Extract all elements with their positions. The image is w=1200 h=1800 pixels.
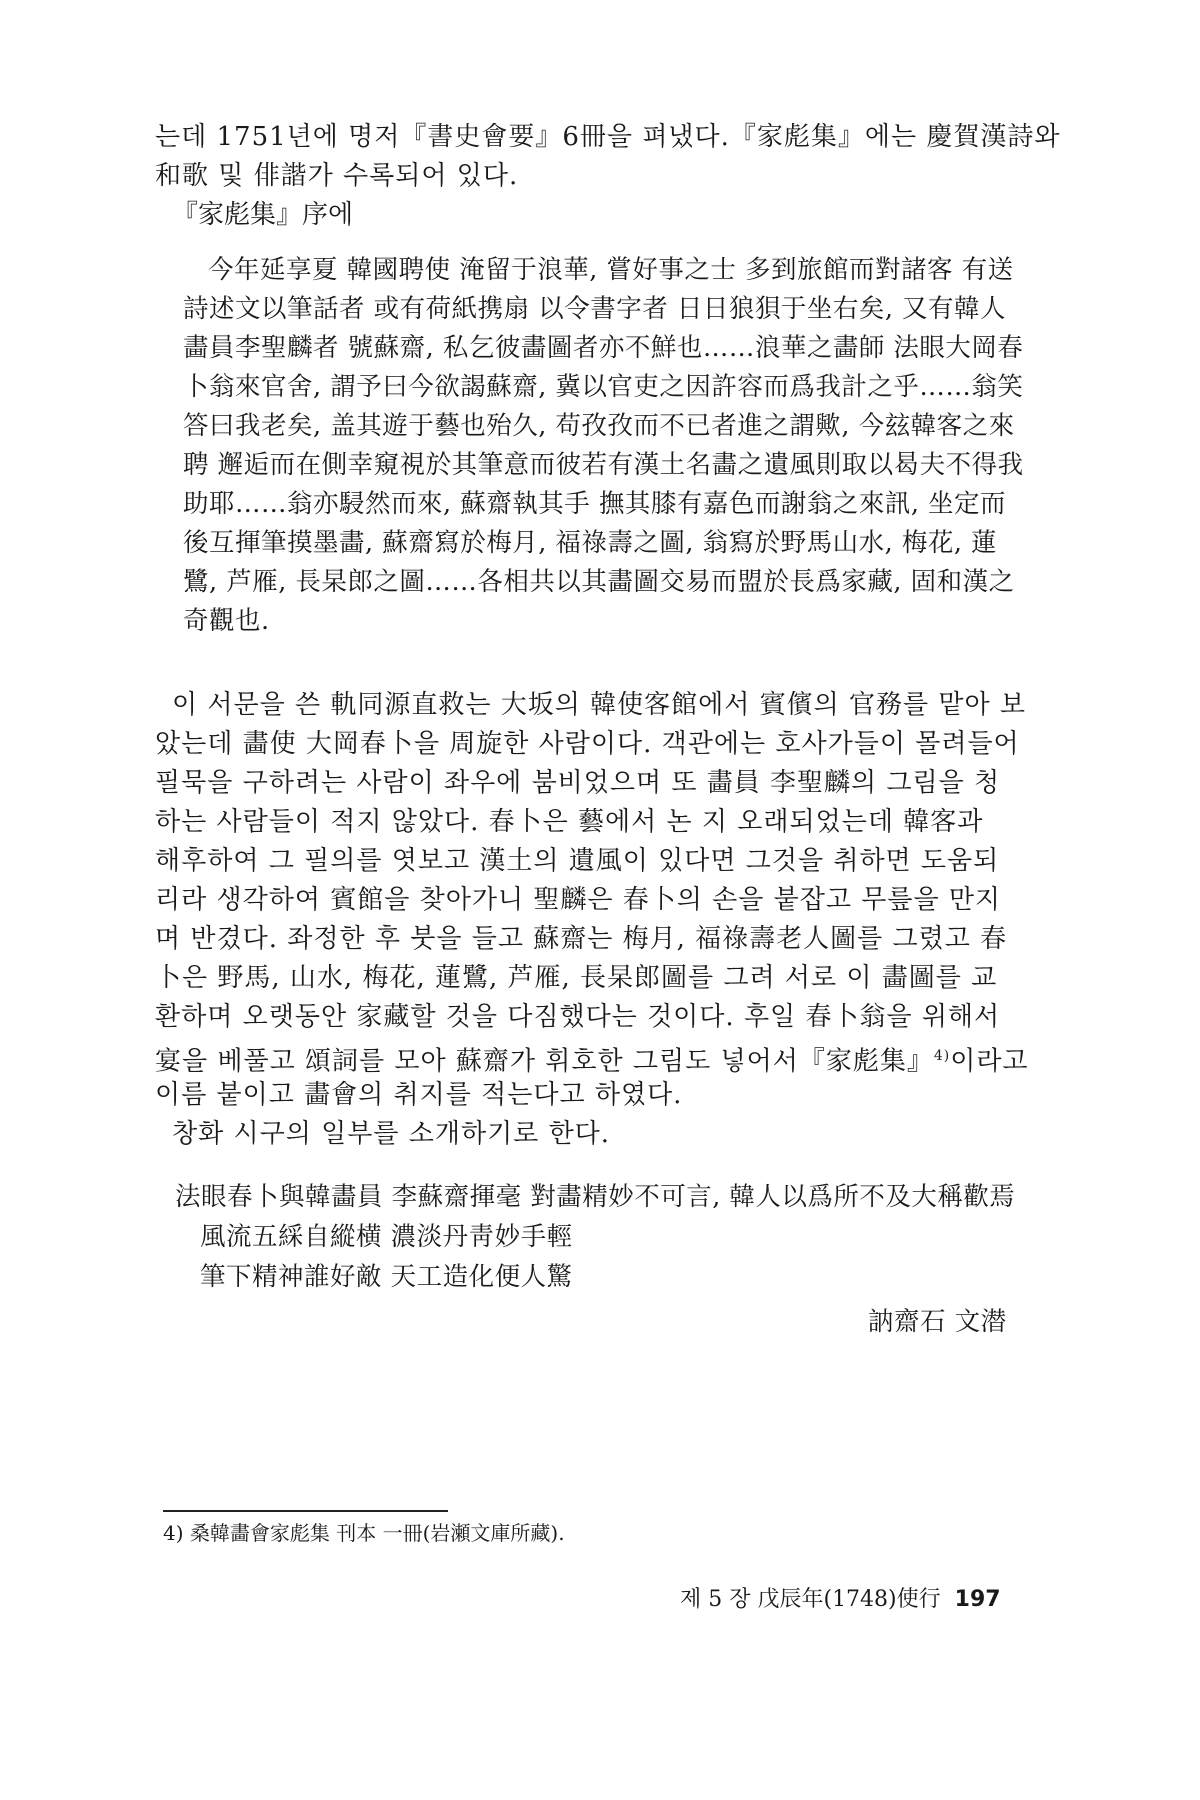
intro-line: 는데 1751년에 명저『書史會要』6冊을 펴냈다.『家彪集』에는 慶賀漢詩와: [155, 122, 1061, 152]
body-line: 창화 시구의 일부를 소개하기로 한다.: [172, 1119, 611, 1149]
quote-line: 聘 邂逅而在側幸窺視於其筆意而彼若有漢土名畵之遺風則取以曷夫不得我: [183, 450, 1024, 480]
body-line: 卜은 野馬, 山水, 梅花, 蓮鷺, 芦雁, 長杲郎圖를 그려 서로 이 畵圖를 교: [155, 963, 998, 993]
quote-line: 詩述文以筆話者 或有荷紙携扇 以令書字者 日日狼狽于坐右矣, 又有韓人: [183, 294, 1007, 324]
section-heading: 『家彪集』序에: [172, 200, 354, 230]
body-line: 이 서문을 쓴 軌同源直救는 大坂의 韓使客館에서 賓儐의 官務를 맡아 보: [172, 690, 1027, 720]
footnote: 4) 桑韓畵會家彪集 刊本 一冊(岩瀬文庫所藏).: [163, 1521, 565, 1545]
footnote-marker: 4): [933, 1048, 951, 1064]
page-footer: [680, 1584, 1001, 1616]
body-line: 며 반겼다. 좌정한 후 붓을 들고 蘇齋는 梅月, 福祿壽老人圖를 그렸고 春: [155, 924, 1008, 954]
body-line: 리라 생각하여 賓館을 찾아가니 聖麟은 春卜의 손을 붙잡고 무릎을 만지: [155, 885, 1002, 915]
body-line: 필묵을 구하려는 사람이 좌우에 붐비었으며 또 畵員 李聖麟의 그림을 청: [155, 768, 1001, 798]
quote-line: 畵員李聖麟者 號蘇齋, 私乞彼畵圖者亦不鮮也……浪華之畵師 法眼大岡春: [183, 333, 1024, 363]
running-chapter-title: 제 5 장 戊辰年(1748)使行: [680, 1587, 941, 1612]
body-line: 았는데 畵使 大岡春卜을 周旋한 사람이다. 객관에는 호사가들이 몰려들어: [155, 729, 1020, 759]
poem-title: 法眼春卜與韓畵員 李蘇齋揮毫 對畵精妙不可言, 韓人以爲所不及大稱歡焉: [175, 1182, 1016, 1212]
quote-line: 奇觀也.: [183, 606, 270, 636]
body-line-tail: 이라고: [950, 1046, 1029, 1077]
body-line: 해후하여 그 필의를 엿보고 漢土의 遺風이 있다면 그것을 취하면 도움되: [155, 846, 1000, 876]
poem-author: 訥齋石 文潜: [868, 1307, 1007, 1337]
quote-line: 後互揮筆摸墨畵, 蘇齋寫於梅月, 福祿壽之圖, 翁寫於野馬山水, 梅花, 蓮: [183, 528, 998, 558]
footnote-divider: [163, 1510, 448, 1512]
poem-verse: 筆下精神誰好敵 天工造化便人驚: [200, 1262, 573, 1292]
body-line: [155, 1037, 1029, 1081]
page-number: 197: [954, 1587, 1001, 1612]
quote-line: 答曰我老矣, 盖其遊于藝也殆久, 苟孜孜而不已者進之謂歟, 今玆韓客之來: [183, 411, 1015, 441]
quote-line: 卜翁來官舍, 謂予曰今欲謁蘇齋, 冀以官吏之因許容而爲我計之乎……翁笑: [183, 372, 1024, 402]
body-line: 하는 사람들이 적지 않았다. 春卜은 藝에서 논 지 오래되었는데 韓客과: [155, 807, 984, 837]
body-line: 이름 붙이고 畵會의 취지를 적는다고 하였다.: [155, 1080, 683, 1110]
quote-line: 鷺, 芦雁, 長杲郎之圖……各相共以其畵圖交易而盟於長爲家藏, 固和漢之: [183, 567, 1015, 597]
quote-line: 今年延享夏 韓國聘使 淹留于浪華, 嘗好事之士 多到旅館而對諸客 有送: [208, 255, 1014, 285]
quote-line: 助耶……翁亦駸然而來, 蘇齋執其手 撫其膝有嘉色而謝翁之來訊, 坐定而: [183, 489, 1007, 519]
body-line-text: 宴을 베풀고 頌詞를 모아 蘇齋가 휘호한 그림도 넣어서『家彪集』: [155, 1046, 934, 1077]
poem-verse: 風流五綵自縱横 濃淡丹靑妙手輕: [200, 1222, 573, 1252]
body-line: 환하며 오랫동안 家藏할 것을 다짐했다는 것이다. 후일 春卜翁을 위해서: [155, 1002, 1001, 1032]
intro-line: 和歌 및 俳諧가 수록되어 있다.: [155, 161, 519, 191]
